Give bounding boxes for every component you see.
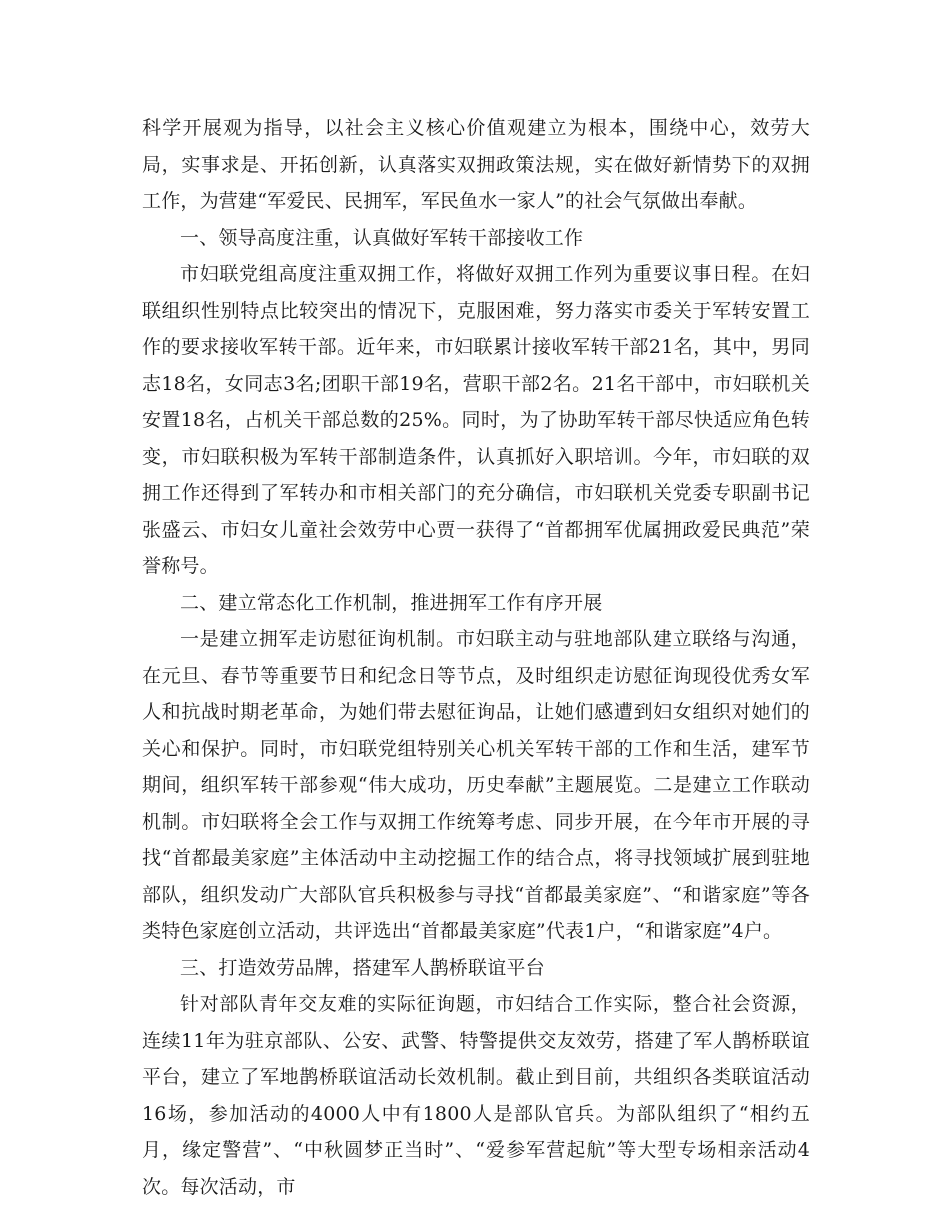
paragraph-intro-continued: 科学开展观为指导，以社会主义核心价值观建立为根本，围绕中心，效劳大局，实事求是、开拓创新，认真落实双拥政策法规，实在做好新情势下的双拥工作，为营建“军爱民、民拥军，军民鱼水一家人”的社会气氛做出奉献。 <box>142 117 810 212</box>
section-heading-2: 二、建立常态化工作机制，推进拥军工作有序开展 <box>180 591 603 614</box>
paragraph-section-3: 针对部队青年交友难的实际征询题，市妇结合工作实际，整合社会资源，连续11年为驻京部队、公安、武警、特警提供交友效劳，搭建了军人鹊桥联谊平台，建立了军地鹊桥联谊活动长效机制。截止到目前，共组织各类联谊活动16场，参加活动的4000人中有1800人是部队官兵。为部队组织了“相约五月，缘定警营”、“中秋圆梦正当时”、“爱参军营起航”等大型专场相亲活动4次。每次活动，市 <box>142 993 810 1198</box>
paragraph-section-2: 一是建立拥军走访慰征询机制。市妇联主动与驻地部队建立联络与沟通，在元旦、春节等重要节日和纪念日等节点，及时组织走访慰征询现役优秀女军人和抗战时期老革命，为她们带去慰征询品，让她们感遭到妇女组织对她们的关心和保护。同时，市妇联党组特别关心机关军转干部的工作和生活，建军节期间，组织军转干部参观“伟大成功，历史奉献”主题展览。二是建立工作联动机制。市妇联将全会工作与双拥工作统筹考虑、同步开展，在今年市开展的寻找“首都最美家庭”主体活动中主动挖掘工作的结合点，将寻找领域扩展到驻地部队，组织发动广大部队官兵积极参与寻找“首都最美家庭”、“和谐家庭”等各类特色家庭创立活动，共评选出“首都最美家庭”代表1户，“和谐家庭”4户。 <box>142 628 810 942</box>
section-heading-1: 一、领导高度注重，认真做好军转干部接收工作 <box>180 226 584 249</box>
section-heading-3: 三、打造效劳品牌，搭建军人鹊桥联谊平台 <box>180 956 545 979</box>
paragraph-section-1: 市妇联党组高度注重双拥工作，将做好双拥工作列为重要议事日程。在妇联组织性别特点比较突出的情况下，克服困难，努力落实市委关于军转安置工作的要求接收军转干部。近年来，市妇联累计接收军转干部21名，其中，男同志18名，女同志3名;团职干部19名，营职干部2名。21名干部中，市妇联机关安置18名，占机关干部总数的25%。同时，为了协助军转干部尽快适应角色转变，市妇联积极为军转干部制造条件，认真抓好入职培训。今年，市妇联的双拥工作还得到了军转办和市相关部门的充分确信，市妇联机关党委专职副书记张盛云、市妇女儿童社会效劳中心贾一获得了“首都拥军优属拥政爱民典范”荣誉称号。 <box>142 263 810 577</box>
document-body <box>142 110 810 1205</box>
